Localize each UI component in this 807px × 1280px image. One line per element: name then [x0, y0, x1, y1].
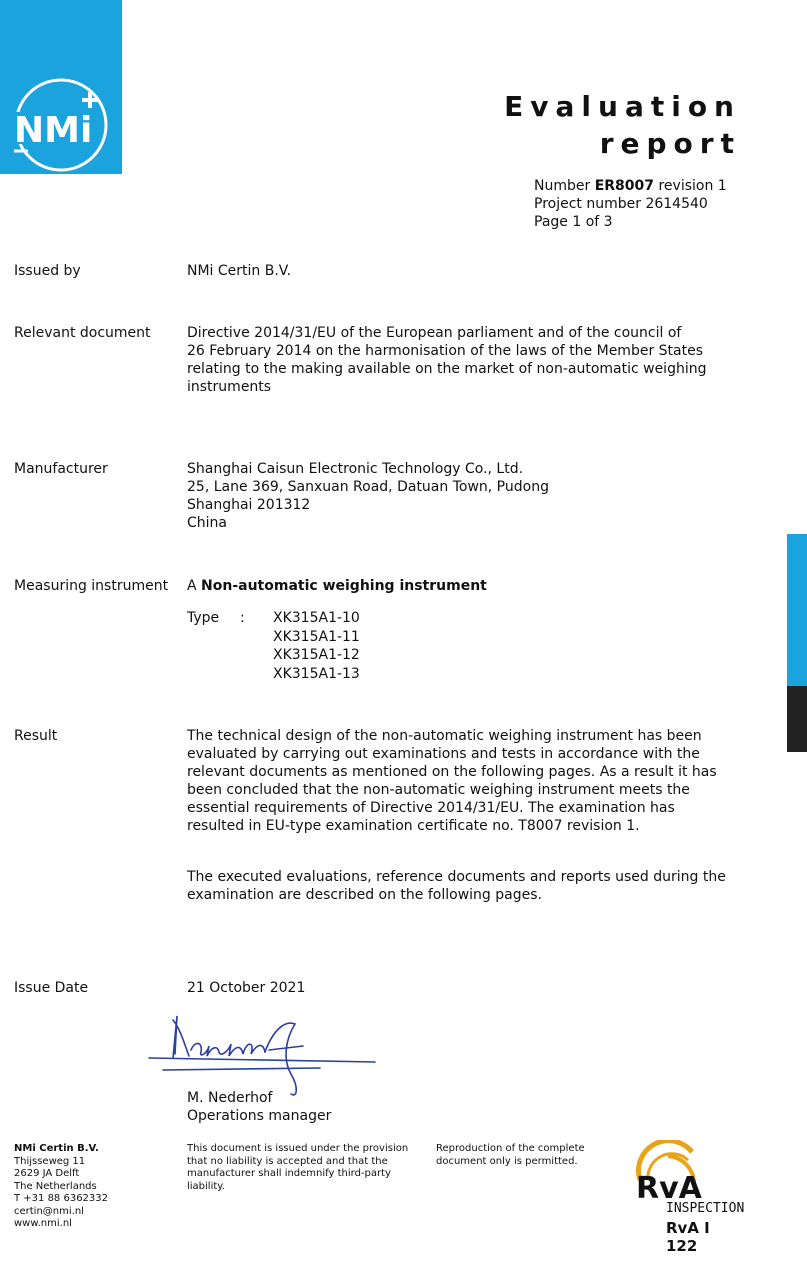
- footer-address-line: 2629 JA Delft: [14, 1168, 80, 1179]
- project-number: Project number 2614540: [534, 196, 708, 212]
- result-paragraph-2: [187, 868, 747, 904]
- nmi-logo-mark: [0, 0, 122, 174]
- footer-address-line: T +31 88 6362332: [14, 1193, 109, 1204]
- rva-number: RvA I 122: [666, 1219, 710, 1255]
- type-item: XK315A1-13: [273, 665, 360, 682]
- manufacturer-line: 25, Lane 369, Sanxuan Road, Datuan Town, Pudong: [187, 479, 549, 495]
- result-line: essential requirements of Directive 2014/31/EU. The examination has: [187, 800, 675, 816]
- footer-disclaimer-line: manufacturer shall indemnify third-party: [187, 1168, 391, 1179]
- side-tab-blue: [787, 534, 807, 686]
- result-line: The technical design of the non-automatic weighing instrument has been: [187, 728, 702, 744]
- document-meta: [534, 177, 727, 231]
- report-number: [534, 177, 727, 195]
- relevant-document-line: instruments: [187, 379, 272, 395]
- signatory-role: Operations manager: [187, 1108, 332, 1124]
- result-line: evaluated by carrying out examinations and tests in accordance with the: [187, 746, 700, 762]
- issued-by-value: NMi Certin B.V.: [187, 263, 292, 279]
- footer-disclaimer-line: This document is issued under the provision: [187, 1143, 409, 1154]
- type-colon: :: [240, 610, 245, 626]
- nmi-logo: [0, 0, 122, 174]
- footer-reproduction-line: Reproduction of the complete: [436, 1143, 585, 1154]
- result-line: relevant documents as mentioned on the following pages. As a result it has: [187, 764, 717, 780]
- type-label: Type: [187, 610, 220, 626]
- result-line: The executed evaluations, reference documents and reports used during the: [187, 869, 726, 885]
- footer-address-line: Thijsseweg 11: [14, 1155, 86, 1167]
- number-prefix: Number: [534, 178, 595, 194]
- title-line-1: Evaluation: [504, 90, 741, 123]
- result-paragraph-1: [187, 727, 747, 835]
- relevant-document-value: [187, 324, 747, 396]
- footer-disclaimer-line: liability.: [187, 1180, 225, 1192]
- relevant-document-label: Relevant document: [14, 325, 151, 341]
- issue-date-label: Issue Date: [14, 980, 89, 996]
- type-item: XK315A1-11: [273, 628, 360, 645]
- manufacturer-line: China: [187, 515, 227, 531]
- result-line: resulted in EU-type examination certificate no. T8007 revision 1.: [187, 818, 640, 834]
- result-line: been concluded that the non-automatic weighing instrument meets the: [187, 782, 690, 798]
- signatory-name: M. Nederhof: [187, 1090, 273, 1106]
- footer-address-line: certin@nmi.nl: [14, 1205, 84, 1217]
- rva-mark-text: RvA: [636, 1171, 702, 1200]
- type-list: [273, 609, 360, 683]
- rva-accreditation-mark: [632, 1140, 745, 1255]
- number-suffix: revision 1: [654, 178, 727, 194]
- measuring-instrument-value: [187, 577, 747, 595]
- manufacturer-label: Manufacturer: [14, 461, 108, 477]
- issued-by-label: Issued by: [14, 263, 81, 279]
- manufacturer-value: [187, 460, 747, 532]
- footer-disclaimer: [187, 1143, 408, 1193]
- title-line-2: report: [599, 127, 741, 160]
- footer-address-line: www.nmi.nl: [14, 1218, 72, 1229]
- result-line: examination are described on the following pages.: [187, 887, 542, 903]
- footer-company: NMi Certin B.V.: [14, 1143, 99, 1154]
- page-number: Page 1 of 3: [534, 214, 613, 230]
- document-title: [504, 88, 741, 162]
- logo-text: NMi: [14, 110, 93, 151]
- manufacturer-line: Shanghai Caisun Electronic Technology Co., Ltd.: [187, 461, 524, 477]
- manufacturer-line: Shanghai 201312: [187, 497, 311, 513]
- relevant-document-line: Directive 2014/31/EU of the European parliament and of the council of: [187, 325, 682, 341]
- number-value: ER8007: [594, 178, 655, 194]
- footer-address: [14, 1143, 108, 1231]
- result-label: Result: [14, 728, 58, 744]
- type-item: XK315A1-10: [273, 610, 360, 626]
- footer-reproduction: [436, 1143, 585, 1168]
- relevant-document-line: relating to the making available on the market of non-automatic weighing: [187, 361, 707, 377]
- footer-address-line: The Netherlands: [14, 1180, 97, 1192]
- issue-date-value: 21 October 2021: [187, 980, 306, 996]
- instrument-name: Non-automatic weighing instrument: [201, 578, 487, 594]
- type-item: XK315A1-12: [273, 647, 360, 663]
- side-tab-dark: [787, 686, 807, 752]
- signatory: [187, 1089, 331, 1125]
- rva-logo-icon: [632, 1140, 742, 1200]
- measuring-instrument-label: Measuring instrument: [14, 578, 169, 594]
- relevant-document-line: 26 February 2014 on the harmonisation of the laws of the Member States: [187, 343, 704, 359]
- rva-inspection-text: INSPECTION: [666, 1201, 745, 1216]
- signature: [145, 1010, 385, 1100]
- instrument-prefix: A: [187, 578, 202, 594]
- footer-reproduction-line: document only is permitted.: [436, 1155, 578, 1167]
- footer-disclaimer-line: that no liability is accepted and that the: [187, 1155, 388, 1167]
